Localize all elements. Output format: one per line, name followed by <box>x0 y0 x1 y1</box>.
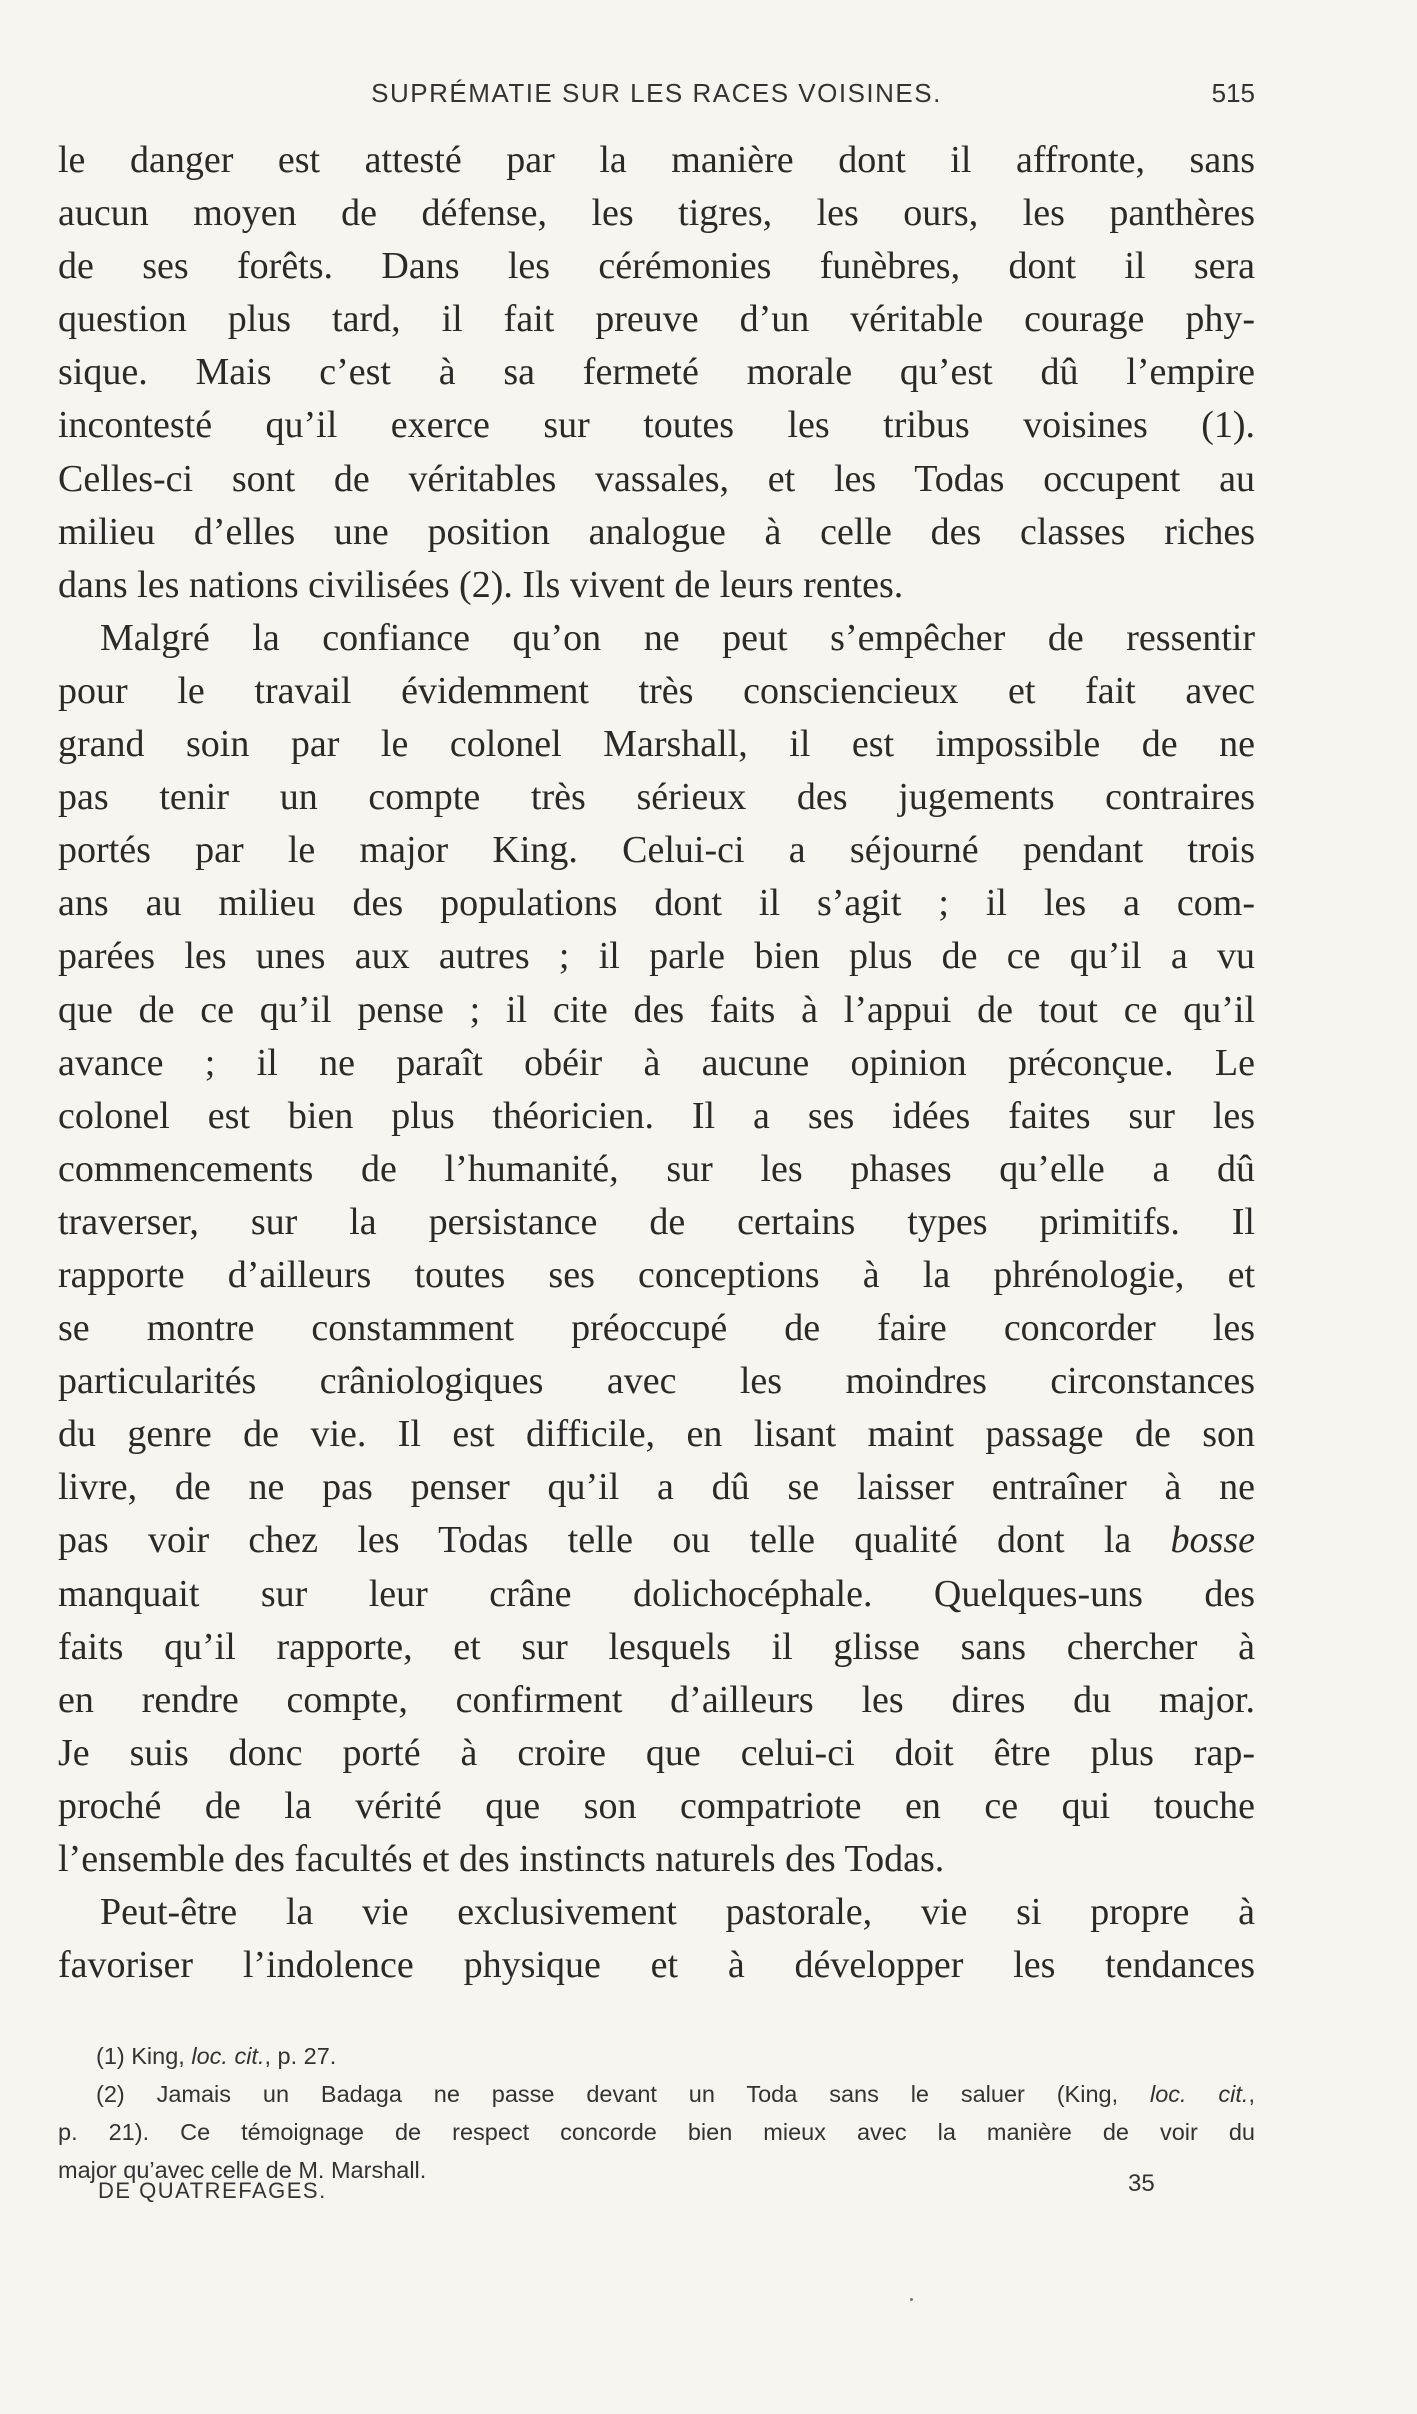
text-line: livre, de ne pas penser qu’il a dû se laisser entraîner à ne <box>58 1466 1255 1509</box>
text-line: parées les unes aux autres ; il parle bien plus de ce qu’il a vu <box>58 935 1255 978</box>
text-line: ans au milieu des populations dont il s’agit ; il les a com- <box>58 882 1255 925</box>
text-line: avance ; il ne paraît obéir à aucune opinion préconçue. Le <box>58 1041 1255 1084</box>
running-head <box>58 78 1255 118</box>
footnotes <box>58 2037 1255 2189</box>
text-line: traverser, sur la persistance de certains types primitifs. Il <box>58 1200 1255 1243</box>
text-line: faits qu’il rapporte, et sur lesquels il glisse sans chercher à <box>58 1625 1255 1668</box>
text-line: se montre constamment préoccupé de faire concorder les <box>58 1307 1255 1350</box>
sheet-number: 35 <box>1128 2170 1155 2197</box>
footnote-2-line-3: major qu’avec celle de M. Marshall. <box>58 2157 427 2183</box>
text-line: pas tenir un compte très sérieux des jugements contraires <box>58 776 1255 819</box>
footnote-text: , <box>1248 2081 1255 2107</box>
text-line: incontesté qu’il exerce sur toutes les tribus voisines (1). <box>58 404 1255 447</box>
text-line: manquait sur leur crâne dolichocéphale. Quelques-uns des <box>58 1572 1255 1615</box>
footnote-1 <box>58 2037 1255 2075</box>
footnote-2-line-1 <box>58 2075 1255 2113</box>
paragraph-start-line: Malgré la confiance qu’on ne peut s’empêcher de ressentir <box>100 616 1255 659</box>
text-line: question plus tard, il fait preuve d’un véritable courage phy- <box>58 298 1255 341</box>
paragraph-start-line: Peut-être la vie exclusivement pastorale, vie si propre à <box>100 1891 1255 1934</box>
text-line: de ses forêts. Dans les cérémonies funèbres, dont il sera <box>58 245 1255 288</box>
footnote-italic: loc. cit. <box>1149 2081 1249 2107</box>
running-title: SUPRÉMATIE SUR LES RACES VOISINES. <box>371 78 942 108</box>
text-line: du genre de vie. Il est difficile, en lisant maint passage de son <box>58 1413 1255 1456</box>
text-line <box>58 1514 1255 1567</box>
text-line: milieu d’elles une position analogue à celle des classes riches <box>58 510 1255 553</box>
text-line: favoriser l’indolence physique et à développer les tendances <box>58 1944 1255 1987</box>
text-line: Celles-ci sont de véritables vassales, et les Todas occupent au <box>58 457 1255 500</box>
footnote-text: (2) Jamais un Badaga ne passe devant un Toda sans le saluer (King, <box>96 2081 1150 2107</box>
text-line: commencements de l’humanité, sur les phases qu’elle a dû <box>58 1147 1255 1190</box>
footnote-text: , p. 27. <box>264 2043 337 2069</box>
text-line: pour le travail évidemment très consciencieux et fait avec <box>58 669 1255 712</box>
text-line: proché de la vérité que son compatriote en ce qui touche <box>58 1784 1255 1827</box>
footnote-2-line-2: p. 21). Ce témoignage de respect concorde bien mieux avec la manière de voir du <box>58 2119 1255 2145</box>
text-line: colonel est bien plus théoricien. Il a ses idées faites sur les <box>58 1094 1255 1137</box>
text-line: en rendre compte, confirment d’ailleurs les dires du major. <box>58 1678 1255 1721</box>
text-line: particularités crâniologiques avec les moindres circonstances <box>58 1360 1255 1403</box>
italic-word: bosse <box>1170 1519 1255 1562</box>
paragraph-end-line: dans les nations civilisées (2). Ils vivent de leurs rentes. <box>58 563 904 606</box>
footnote-text: (1) King, <box>96 2043 192 2069</box>
text-segment: pas voir chez les Todas telle ou telle qualité dont la <box>58 1519 1171 1562</box>
text-line: que de ce qu’il pense ; il cite des faits à l’appui de tout ce qu’il <box>58 988 1255 1031</box>
printer-signature: DE QUATREFAGES. <box>98 2178 327 2203</box>
page-number: 515 <box>1211 78 1255 108</box>
text-line: le danger est attesté par la manière dont il affronte, sans <box>58 139 1255 181</box>
paper-speck <box>910 2298 913 2301</box>
body-text <box>58 134 1255 1992</box>
text-line: portés par le major King. Celui-ci a séjourné pendant trois <box>58 829 1255 872</box>
text-line: Je suis donc porté à croire que celui-ci doit être plus rap- <box>58 1731 1255 1774</box>
text-line: aucun moyen de défense, les tigres, les ours, les panthères <box>58 192 1255 235</box>
text-line: sique. Mais c’est à sa fermeté morale qu’est dû l’empire <box>58 351 1255 394</box>
text-line: grand soin par le colonel Marshall, il est impossible de ne <box>58 723 1255 766</box>
footnote-italic: loc. cit. <box>191 2043 265 2069</box>
paragraph-end-line: l’ensemble des facultés et des instincts naturels des Todas. <box>58 1838 945 1880</box>
text-line: rapporte d’ailleurs toutes ses conceptions à la phrénologie, et <box>58 1253 1255 1296</box>
